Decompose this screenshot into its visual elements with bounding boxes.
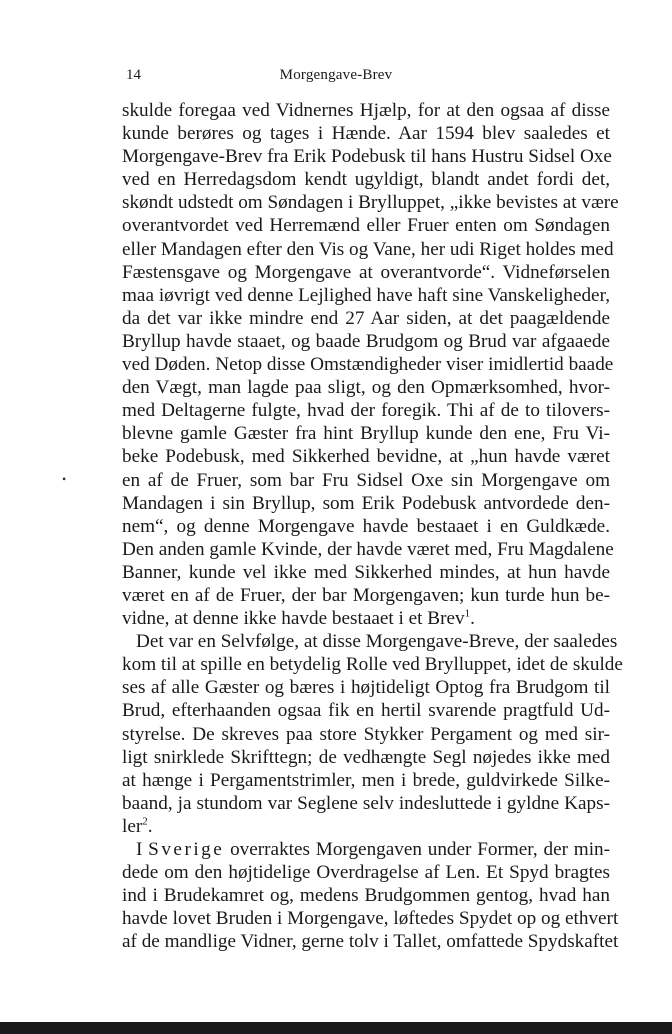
text-line: Mandagen i sin Bryllup, som Erik Podebusk antvordede den- [122,492,610,514]
margin-mark: • [62,472,67,486]
text-line [122,838,610,861]
text-line: nem“, og denne Morgengave havde bestaaet i en Guldkæde. [122,515,610,537]
text-line: ligt snirklede Skrifttegn; de vedhængte Segl nøjedes ikke med [122,746,610,768]
text-line: kom til at spille en betydelig Rolle ved Brylluppet, idet de skulde [122,654,623,676]
text-line: skulde foregaa ved Vidnernes Hjælp, for at den ogsaa af disse [122,100,610,121]
text-line: skøndt udstedt om Søndagen i Brylluppet, „ikke bevistes at være [122,192,619,214]
text-line: den Vægt, man lagde paa sligt, og den Opmærksomhed, hvor- [122,377,610,399]
bottom-edge [0,1022,672,1034]
text-line: Morgengave-Brev fra Erik Podebusk til hans Hustru Sidsel Oxe [122,146,612,168]
text-line: ved Døden. Netop disse Omstændigheder viser imidlertid baade [122,354,614,376]
text-line: ses af alle Gæster og bæres i højtideligt Optog fra Brudgom til [122,677,610,699]
text-line: da det var ikke mindre end 27 Aar siden, at det paagældende [122,307,610,329]
page-number: 14 [126,67,141,83]
text-line: Banner, kunde vel ikke med Sikkerhed mindes, at hun havde [122,561,610,583]
text-line: baand, ja stundom var Seglene selv indesluttede i gyldne Kaps- [122,792,610,814]
text-line: været en af de Fruer, der bar Morgengaven; kun turde hun be- [122,584,610,606]
text-line: maa iøvrigt ved denne Lejlighed have haft sine Vanskeligheder, [122,284,610,306]
text-line: Fæstensgave og Morgengave at overantvorde“. Vidneførselen [122,261,610,283]
text-line: Bryllup havde staaet, og baade Brudgom og Brud var afgaaede [122,330,610,352]
text-line-content: ler [122,815,143,837]
text-line: blevne gamle Gæster fra hint Bryllup kunde den ene, Fru Vi- [122,423,610,445]
text-line: havde lovet Bruden i Morgengave, løftedes Spydet op og ethvert [122,908,619,930]
text-line: eller Mandagen efter den Vis og Vane, her udi Riget holdes med [122,238,614,260]
text-line: en af de Fruer, som bar Fru Sidsel Oxe sin Morgengave om [122,469,610,491]
text-line: Brud, efterhaanden ogsaa fik en hertil svarende pragtfuld Ud- [122,700,610,722]
text-line: med Deltagerne fulgte, hvad der foregik. Thi af de to tilovers- [122,400,610,422]
footnote-marker: 2 [142,815,148,828]
text-line: beke Podebusk, med Sikkerhed bevidne, at „hun havde været [122,446,610,468]
text-line [122,815,610,838]
text-line: at hænge i Pergamentstrimler, men i brede, guldvirkede Silke- [122,769,610,791]
text-line [122,607,610,630]
spaced-word: Sverige [148,839,225,860]
body-text [122,99,623,953]
text-line-content: vidne, at denne ikke havde bestaaet i et Brev [122,608,465,630]
text-line: Den anden gamle Kvinde, der havde været med, Fru Magdalene [122,538,614,560]
text-line-prefix: I [136,839,143,860]
text-line: ind i Brudekamret og, medens Brudgommen gentog, hvad han [122,885,610,907]
text-line-content: overraktes Morgengaven under Former, der min- [230,839,611,860]
text-line: overantvordet ved Herremænd eller Fruer enten om Søndagen [122,215,610,237]
text-line: kunde berøres og tages i Hænde. Aar 1594 blev saaledes et [122,123,610,145]
text-line-end: . [470,608,475,630]
text-line: ved en Herredagsdom kendt ugyldigt, blandt andet fordi det, [122,169,610,191]
text-line: af de mandlige Vidner, gerne tolv i Tallet, omfattede Spydskaftet [122,931,619,953]
text-line: styrelse. De skreves paa store Stykker Pergament og med sir- [122,723,610,745]
text-line: Det var en Selvfølge, at disse Morgengave-Breve, der saaledes [136,631,618,653]
text-line-end: . [147,815,153,837]
running-title: Morgengave-Brev [279,67,393,83]
footnote-marker: 1 [464,607,471,620]
text-line: dede om den højtidelige Overdragelse af Len. Et Spyd bragtes [122,862,610,884]
